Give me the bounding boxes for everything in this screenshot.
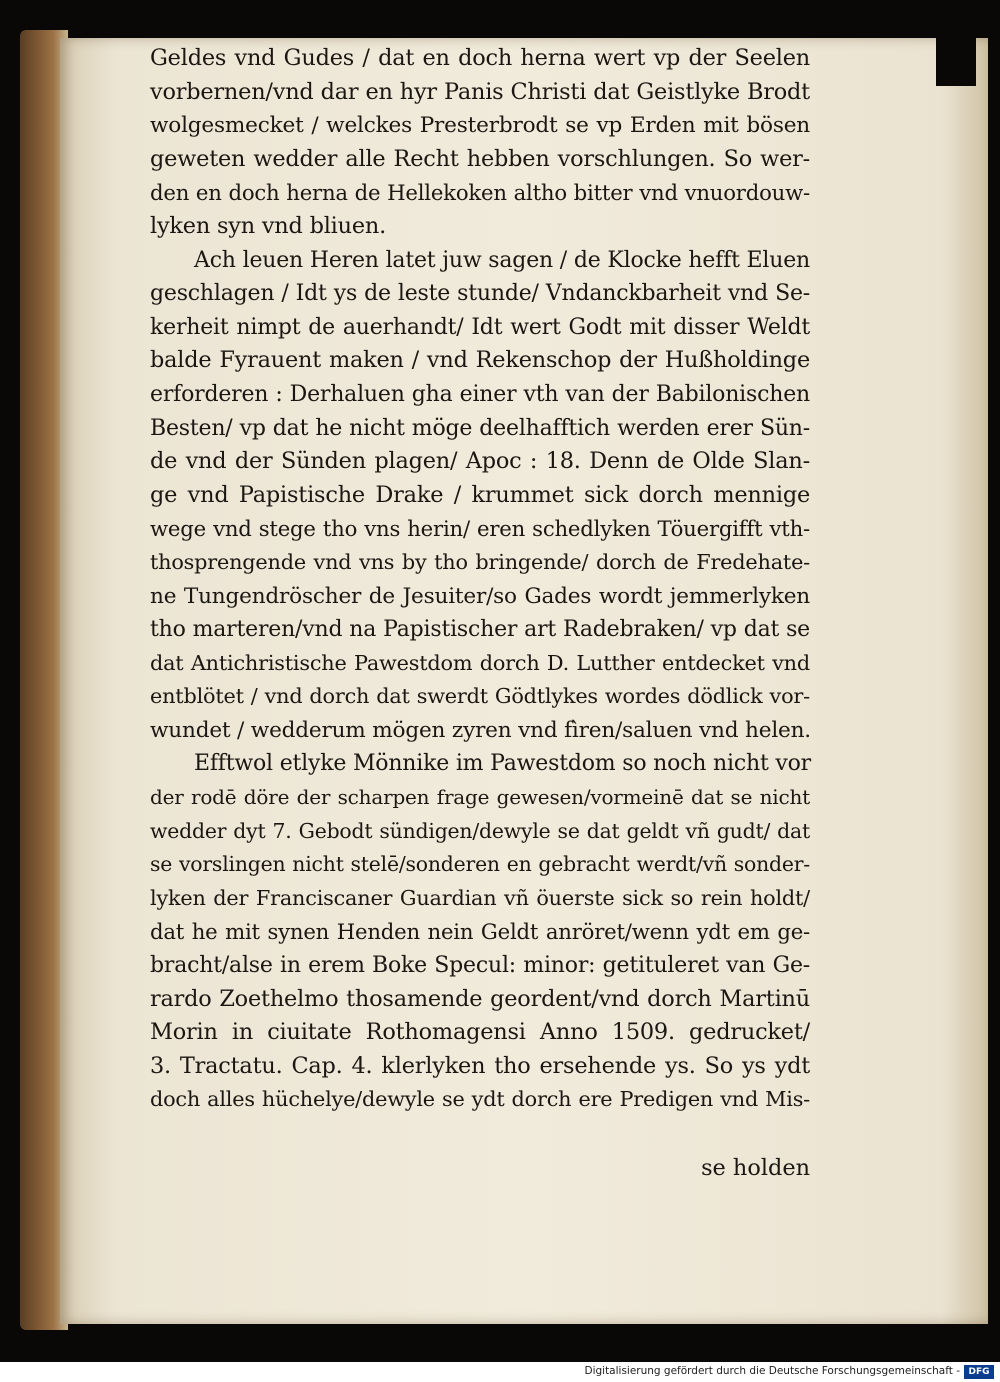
- footer-bar: [0, 1362, 1000, 1382]
- text-line: doch alles hüchelye/dewyle se ydt dorch ere Predigen vnd Mis-: [150, 1087, 810, 1112]
- text-line: ne Tungendröscher de Jesuiter/so Gades wordt jemmerlyken: [150, 583, 810, 609]
- text-line: lyken syn vnd bliuen.: [150, 212, 387, 239]
- text-line: Besten/ vp dat he nicht möge deelhafftich werden erer Sün-: [150, 415, 810, 441]
- text-line: geschlagen / Idt ys de leste stunde/ Vndanckbarheit vnd Se-: [150, 281, 810, 307]
- text-line: den en doch herna de Hellekoken altho bitter vnd vnuordouw-: [150, 180, 810, 206]
- text-line: Ach leuen Heren latet juw sagen / de Klocke hefft Eluen: [194, 247, 810, 273]
- text-line: kerheit nimpt de auerhandt/ Idt wert Godt mit disser Weldt: [150, 314, 810, 340]
- text-line: de vnd der Sünden plagen/ Apoc : 18. Denn de Olde Slan-: [150, 448, 810, 475]
- text-line: wundet / wedderum mögen zyren vnd fìren/saluen vnd helen.: [150, 717, 811, 743]
- text-line: geweten wedder alle Recht hebben vorschlungen. So wer-: [150, 145, 810, 172]
- text-line: dat Antichristische Pawestdom dorch D. Lutther entdecket vnd: [150, 650, 810, 675]
- text-line: Geldes vnd Gudes / dat en doch herna wert vp der Seelen: [150, 45, 810, 71]
- page-text-block: [150, 42, 810, 1117]
- text-line: wege vnd stege tho vns herin/ eren schedlyken Töuergifft vth-: [150, 516, 810, 542]
- text-line: vorbernen/vnd dar en hyr Panis Christi dat Geistlyke Brodt: [150, 78, 810, 105]
- text-line: entblötet / vnd dorch dat swerdt Gödtlykes wordes dödlick vor-: [150, 684, 810, 709]
- text-line: tho marteren/vnd na Papistischer art Radebraken/ vp dat se: [150, 617, 810, 643]
- text-line: 3. Tractatu. Cap. 4. klerlyken tho ersehende ys. So ys ydt: [150, 1052, 810, 1079]
- text-line: der rodē döre der scharpen frage gewesen/vormeinē dat se nicht: [150, 785, 810, 810]
- catchword: se holden: [701, 1155, 810, 1181]
- funding-credit: Digitalisierung gefördert durch die Deutsche Forschungsgemeinschaft -: [584, 1365, 960, 1377]
- text-line: wedder dyt 7. Gebodt sündigen/dewyle se dat geldt vñ gudt/ dat: [150, 818, 810, 843]
- text-line: thosprengende vnd vns by tho bringende/ dorch de Fredehate-: [150, 549, 810, 574]
- page-corner-gap: [936, 38, 976, 86]
- text-line: Efftwol etlyke Mönnike im Pawestdom so noch nicht vor: [194, 751, 811, 777]
- text-line: bracht/alse in erem Boke Specul: minor: getituleret van Ge-: [150, 953, 810, 979]
- dfg-logo: DFG: [964, 1365, 994, 1379]
- text-line: balde Fyrauent maken / vnd Rekenschop der Hußholdinge: [150, 347, 810, 374]
- text-line: wolgesmecket / welckes Presterbrodt se vp Erden mit bösen: [150, 113, 810, 139]
- text-line: ge vnd Papistische Drake / krummet sick dorch mennige: [150, 481, 810, 508]
- text-line: erforderen : Derhaluen gha einer vth van der Babilonischen: [150, 381, 810, 407]
- text-line: se vorslingen nicht stelē/sonderen en gebracht werdt/vñ sonder-: [150, 852, 810, 877]
- text-line: rardo Zoethelmo thosamende geordent/vnd dorch Martinū: [150, 985, 810, 1012]
- text-line: dat he mit synen Henden nein Geldt anröret/wenn ydt em ge-: [150, 919, 810, 945]
- text-line: Morin in ciuitate Rothomagensi Anno 1509. gedrucket/: [150, 1019, 810, 1046]
- text-line: lyken der Franciscaner Guardian vñ öuerste sick so rein holdt/: [150, 885, 810, 910]
